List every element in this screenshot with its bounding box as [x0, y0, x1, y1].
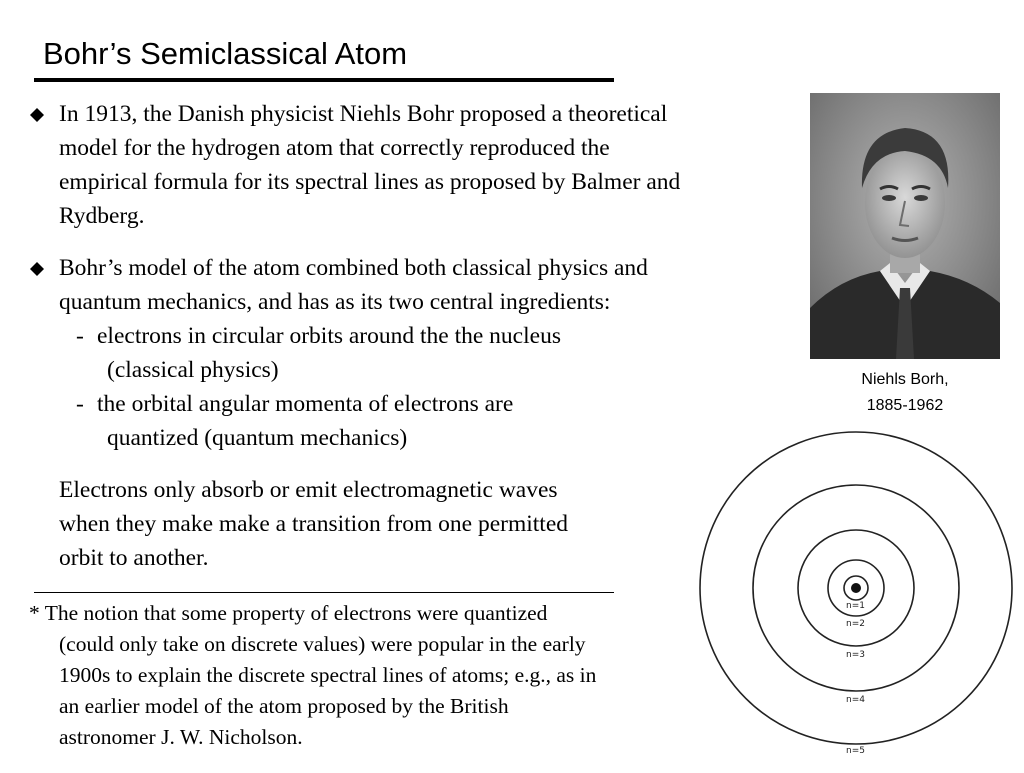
orbit-label-n5: n=5	[846, 746, 865, 756]
paragraph-line: orbit to another.	[59, 545, 209, 571]
slide-title: Bohr’s Semiclassical Atom	[43, 36, 408, 71]
bullet-2-line: Bohr’s model of the atom combined both classical physics and	[59, 255, 648, 281]
bullet-1-line: empirical formula for its spectral lines as proposed by Balmer and	[59, 169, 681, 195]
sub-bullet-dash: -	[76, 391, 84, 417]
diamond-bullet-icon	[30, 108, 44, 122]
footnote-line: astronomer J. W. Nicholson.	[59, 725, 303, 749]
orbit-label-n4: n=4	[846, 695, 865, 705]
caption-name: Niehls Borh,	[861, 371, 949, 388]
sub-bullet-1-line-2: (classical physics)	[107, 357, 279, 383]
sub-bullet-2-line-2: quantized (quantum mechanics)	[107, 425, 408, 451]
sub-bullet-2-line-1: the orbital angular momenta of electrons are	[97, 391, 514, 417]
sub-bullet-dash: -	[76, 323, 84, 349]
bullet-1-line: model for the hydrogen atom that correctly reproduced the	[59, 135, 610, 161]
bullet-1-text	[59, 97, 829, 233]
nucleus	[851, 583, 861, 593]
title-underline	[34, 78, 614, 82]
bullet-1-line: Rydberg.	[59, 203, 145, 229]
footnote-line: an earlier model of the atom proposed by the British	[59, 694, 509, 718]
transition-paragraph	[59, 473, 709, 575]
bullet-1-line: In 1913, the Danish physicist Niehls Bohr proposed a theoretical	[59, 101, 668, 127]
footnote-line: (could only take on discrete values) were popular in the early	[59, 632, 586, 656]
footnote	[29, 598, 719, 753]
bullet-2-text	[59, 251, 799, 319]
caption-years: 1885-1962	[866, 397, 944, 414]
footnote-line: 1900s to explain the discrete spectral lines of atoms; e.g., as in	[59, 663, 597, 687]
orbit-label-n2: n=2	[846, 619, 865, 629]
paragraph-line: Electrons only absorb or emit electromagnetic waves	[59, 477, 558, 503]
footnote-line: * The notion that some property of electrons were quantized	[29, 601, 548, 625]
diamond-bullet-icon	[30, 262, 44, 276]
sub-bullet-1-line-1: electrons in circular orbits around the the nucleus	[97, 323, 561, 349]
bohr-atom-diagram	[698, 430, 1024, 768]
footnote-divider	[34, 592, 614, 593]
photo-caption	[810, 367, 1000, 419]
paragraph-line: when they make make a transition from one permitted	[59, 511, 569, 537]
orbit-label-n3: n=3	[846, 650, 865, 660]
orbit-label-n1: n=1	[846, 601, 865, 611]
portrait-photo	[810, 93, 1000, 359]
bullet-2-line: quantum mechanics, and has as its two central ingredients:	[59, 289, 611, 315]
